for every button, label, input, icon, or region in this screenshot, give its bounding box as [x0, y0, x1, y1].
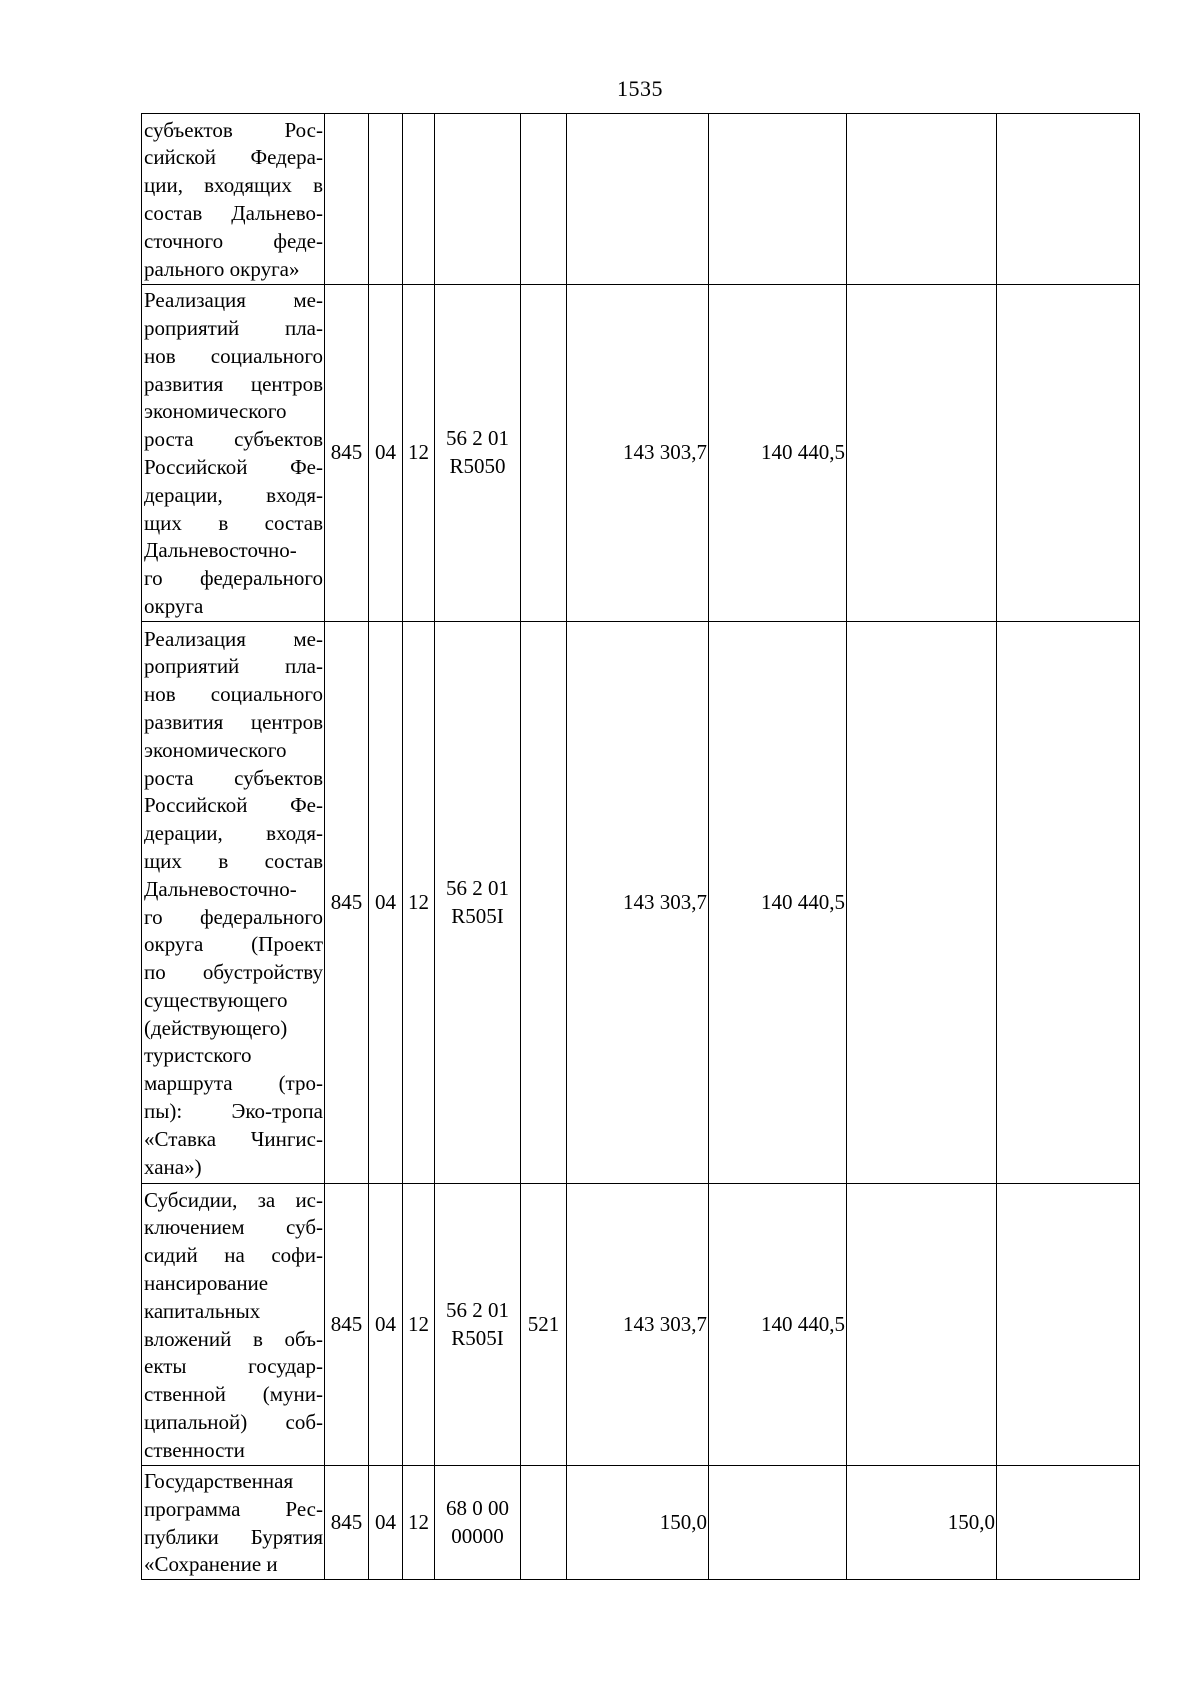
description-line: «Ставка Чингис- [144, 1126, 323, 1151]
row-description [142, 622, 325, 1184]
section-cell: 04 [369, 622, 403, 1184]
amount-cell: 140 440,5 [709, 1184, 847, 1466]
target-article-cell [435, 622, 521, 1184]
amount-cell [709, 1466, 847, 1580]
description-line: Дальневосточно- [144, 538, 297, 563]
description-line: Дальневосточно- [144, 876, 297, 901]
page-number: 1535 [617, 76, 663, 101]
expense-type-cell [521, 114, 567, 285]
description-line: роста субъектов [144, 427, 323, 452]
table-row [142, 1184, 1140, 1466]
description-line: существующего [144, 987, 288, 1012]
target-article-line: 00000 [451, 1523, 504, 1548]
description-line: программа Рес- [144, 1496, 323, 1521]
section-cell: 04 [369, 1466, 403, 1580]
expense-type-cell [521, 622, 567, 1184]
description-line: ции, входящих в [144, 173, 323, 198]
row-description [142, 114, 325, 285]
description-line: дерации, входя- [144, 821, 323, 846]
section-cell: 04 [369, 285, 403, 622]
amount-cell [847, 1184, 997, 1466]
amount-cell [567, 114, 709, 285]
table-row [142, 285, 1140, 622]
description-line: рального округа» [144, 256, 300, 281]
target-article-line: 56 2 01 [446, 1297, 509, 1322]
expense-type-cell [521, 1466, 567, 1580]
description-line: субъектов Рос- [144, 117, 323, 142]
amount-cell: 140 440,5 [709, 285, 847, 622]
description-line: го федерального [144, 566, 323, 591]
description-line: пы): Эко-тропа [144, 1099, 323, 1124]
description-line: ственности [144, 1437, 245, 1462]
description-line: сточного феде- [144, 228, 323, 253]
section-cell: 04 [369, 1184, 403, 1466]
target-article-line: R5050 [449, 454, 506, 478]
description-line: «Сохранение и [144, 1552, 278, 1577]
description-line: Реализация ме- [144, 626, 323, 651]
subsection-cell [403, 114, 435, 285]
description-line: Российской Фе- [144, 455, 323, 479]
description-line: екты государ- [144, 1354, 323, 1379]
description-line: экономического [144, 399, 287, 424]
description-line: роприятий пла- [144, 654, 323, 679]
description-line: го федерального [144, 904, 323, 929]
description-line: сийской Федера- [144, 145, 323, 170]
description-line: (действующего) [144, 1015, 288, 1040]
description-line: маршрута (тро- [144, 1071, 323, 1096]
description-line: Государственная [144, 1469, 294, 1493]
description-line: публики Бурятия [144, 1524, 323, 1549]
table-row [142, 622, 1140, 1184]
target-article-cell [435, 1184, 521, 1466]
amount-cell [847, 622, 997, 1184]
target-article-line: R505I [451, 903, 504, 928]
description-line: щих в состав [144, 848, 323, 873]
target-article-cell [435, 285, 521, 622]
description-line: нов социального [144, 343, 323, 368]
description-line: экономического [144, 737, 287, 762]
description-line: Субсидии, за ис- [144, 1187, 323, 1212]
target-article-line: R505I [451, 1325, 504, 1350]
amount-cell: 150,0 [567, 1466, 709, 1580]
subsection-cell: 12 [403, 285, 435, 622]
amount-cell: 140 440,5 [709, 622, 847, 1184]
amount-cell: 143 303,7 [567, 622, 709, 1184]
amount-cell [709, 114, 847, 285]
subsection-cell: 12 [403, 1466, 435, 1580]
row-description [142, 285, 325, 622]
description-line: щих в состав [144, 510, 323, 535]
target-article-line: 68 0 00 [446, 1495, 509, 1520]
section-cell [369, 114, 403, 285]
description-line: ципальной) соб- [144, 1409, 323, 1434]
grbs-cell: 845 [325, 1466, 369, 1580]
subsection-cell: 12 [403, 1184, 435, 1466]
row-description [142, 1466, 325, 1580]
description-line: ключением суб- [144, 1215, 323, 1240]
description-line: сидий на софи- [144, 1243, 323, 1268]
expense-type-cell [521, 285, 567, 622]
description-line: роприятий пла- [144, 316, 323, 341]
target-article-line: 56 2 01 [446, 426, 509, 451]
grbs-cell: 845 [325, 1184, 369, 1466]
grbs-cell: 845 [325, 622, 369, 1184]
description-line: туристского [144, 1043, 252, 1068]
description-line: округа (Проект [144, 932, 323, 957]
description-line: роста субъектов [144, 765, 323, 790]
amount-cell [997, 114, 1140, 285]
subsection-cell: 12 [403, 622, 435, 1184]
target-article-line: 56 2 01 [446, 875, 509, 900]
amount-cell [847, 285, 997, 622]
target-article-cell [435, 1466, 521, 1580]
table-row [142, 114, 1140, 285]
budget-table [141, 113, 1140, 1580]
table-row [142, 1466, 1140, 1580]
description-line: хана») [144, 1154, 202, 1179]
expense-type-cell: 521 [521, 1184, 567, 1466]
description-line: вложений в объ- [144, 1326, 323, 1351]
amount-cell [997, 1184, 1140, 1466]
description-line: состав Дальнево- [144, 201, 323, 225]
description-line: дерации, входя- [144, 482, 323, 507]
description-line: Реализация ме- [144, 288, 323, 313]
description-line: развития центров [144, 709, 323, 734]
grbs-cell [325, 114, 369, 285]
row-description [142, 1184, 325, 1466]
amount-cell [997, 285, 1140, 622]
amount-cell [847, 114, 997, 285]
description-line: развития центров [144, 371, 323, 396]
description-line: нов социального [144, 682, 323, 707]
amount-cell [997, 1466, 1140, 1580]
description-line: ственной (муни- [144, 1382, 323, 1407]
description-line: Российской Фе- [144, 793, 323, 818]
amount-cell: 143 303,7 [567, 1184, 709, 1466]
amount-cell: 150,0 [847, 1466, 997, 1580]
description-line: капитальных [144, 1298, 261, 1323]
description-line: по обустройству [144, 960, 323, 985]
description-line: нансирование [144, 1270, 269, 1295]
grbs-cell: 845 [325, 285, 369, 622]
amount-cell: 143 303,7 [567, 285, 709, 622]
description-line: округа [144, 593, 204, 618]
target-article-cell [435, 114, 521, 285]
amount-cell [997, 622, 1140, 1184]
